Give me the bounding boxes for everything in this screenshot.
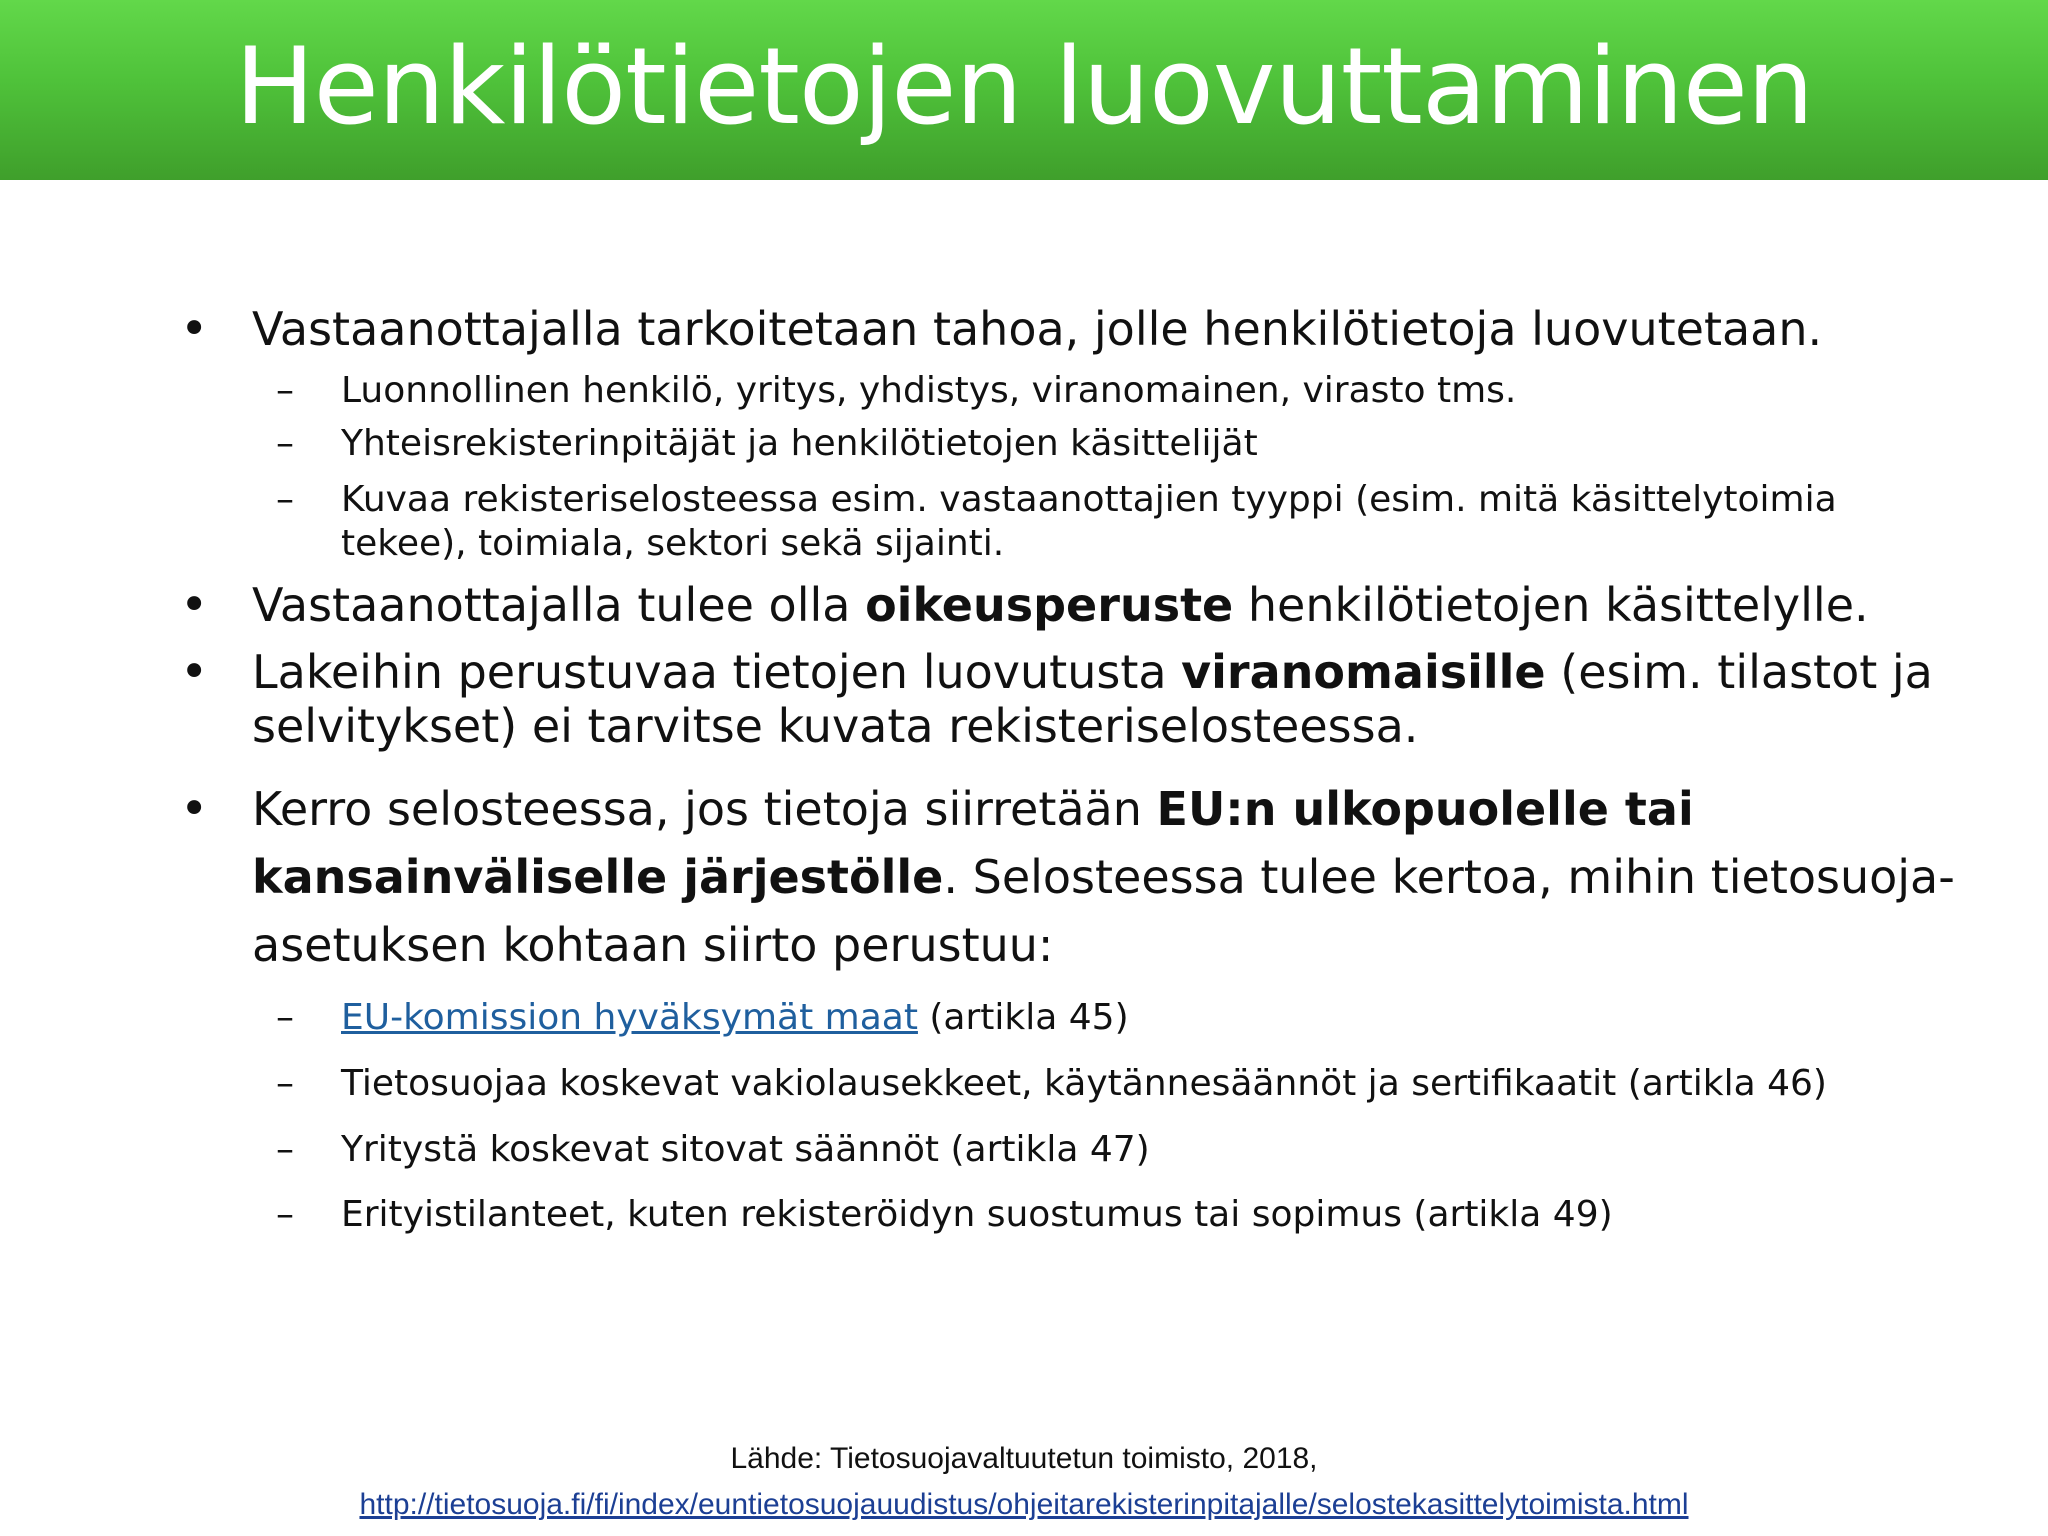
- sub-bullet-text: Tietosuojaa koskevat vakiolausekkeet, käytännesäännöt ja sertifikaatit (artikla 46): [341, 1063, 1827, 1104]
- sub-bullet-text: Yhteisrekisterinpitäjät ja henkilötietojen käsittelijät: [341, 423, 1258, 464]
- dash-icon: –: [276, 997, 294, 1038]
- eu-commission-countries-link[interactable]: EU-komission hyväksymät maat: [341, 997, 918, 1038]
- sub-bullet-text-line-2: tekee), toimiala, sektori sekä sijainti.: [341, 523, 1005, 564]
- bold-term: kansainväliselle järjestölle: [252, 850, 944, 904]
- source-url-link[interactable]: http://tietosuoja.fi/fi/index/euntietosuojauudistus/ohjeitarekisterinpitajalle/selostekasittelytoimista.html: [359, 1488, 1689, 1521]
- text-segment: Kerro selosteessa, jos tietoja siirretään: [252, 782, 1157, 836]
- sub-bullet-text: Erityistilanteet, kuten rekisteröidyn suostumus tai sopimus (artikla 49): [341, 1194, 1613, 1235]
- bold-term: oikeusperuste: [865, 578, 1234, 632]
- bullet-text: [252, 578, 2048, 632]
- sub-bullet-text: [341, 996, 1129, 1040]
- bold-term: EU:n ulkopuolelle tai: [1156, 782, 1694, 836]
- bullet-text: Vastaanottajalla tarkoitetaan tahoa, jolle henkilötietoja luovutetaan.: [252, 302, 1823, 356]
- sub-bullet-text: Yritystä koskevat sitovat säännöt (artikla 47): [341, 1129, 1150, 1170]
- text-segment: Vastaanottajalla tulee olla: [252, 578, 866, 632]
- bullet-text-line-2: [252, 850, 2048, 904]
- source-url-line: [0, 1486, 2048, 1524]
- bullet-icon: •: [180, 301, 209, 357]
- sub-bullet-text-line-1: Kuvaa rekisteriselosteessa esim. vastaanottajien tyyppi (esim. mitä käsittelytoimia: [341, 479, 1837, 520]
- bullet-icon: •: [180, 644, 209, 700]
- dash-icon: –: [276, 423, 294, 464]
- bullet-icon: •: [180, 781, 209, 837]
- slide-title: Henkilötietojen luovuttaminen: [234, 25, 1814, 148]
- source-citation: Lähde: Tietosuojavaltuutetun toimisto, 2018,: [730, 1442, 1318, 1475]
- bullet-text-line-2: selvitykset) ei tarvitse kuvata rekisteriselosteessa.: [252, 699, 1419, 753]
- bullet-text-line-1: [252, 782, 2048, 836]
- text-segment: Lakeihin perustuvaa tietojen luovutusta: [252, 645, 1182, 699]
- bullet-text-line-1: [252, 645, 2048, 699]
- bullet-icon: •: [180, 577, 209, 633]
- dash-icon: –: [276, 1129, 294, 1170]
- bullet-text-line-3: asetuksen kohtaan siirto perustuu:: [252, 918, 1054, 972]
- dash-icon: –: [276, 479, 294, 520]
- text-segment: (artikla 45): [917, 997, 1129, 1038]
- bold-term: viranomaisille: [1181, 645, 1546, 699]
- text-segment: (esim. tilastot ja: [1545, 645, 1933, 699]
- dash-icon: –: [276, 1194, 294, 1235]
- dash-icon: –: [276, 370, 294, 411]
- text-segment: . Selosteessa tulee kertoa, mihin tietosuoja-: [943, 850, 1955, 904]
- text-segment: henkilötietojen käsittelylle.: [1233, 578, 1869, 632]
- sub-bullet-text: Luonnollinen henkilö, yritys, yhdistys, viranomainen, virasto tms.: [341, 370, 1517, 411]
- dash-icon: –: [276, 1063, 294, 1104]
